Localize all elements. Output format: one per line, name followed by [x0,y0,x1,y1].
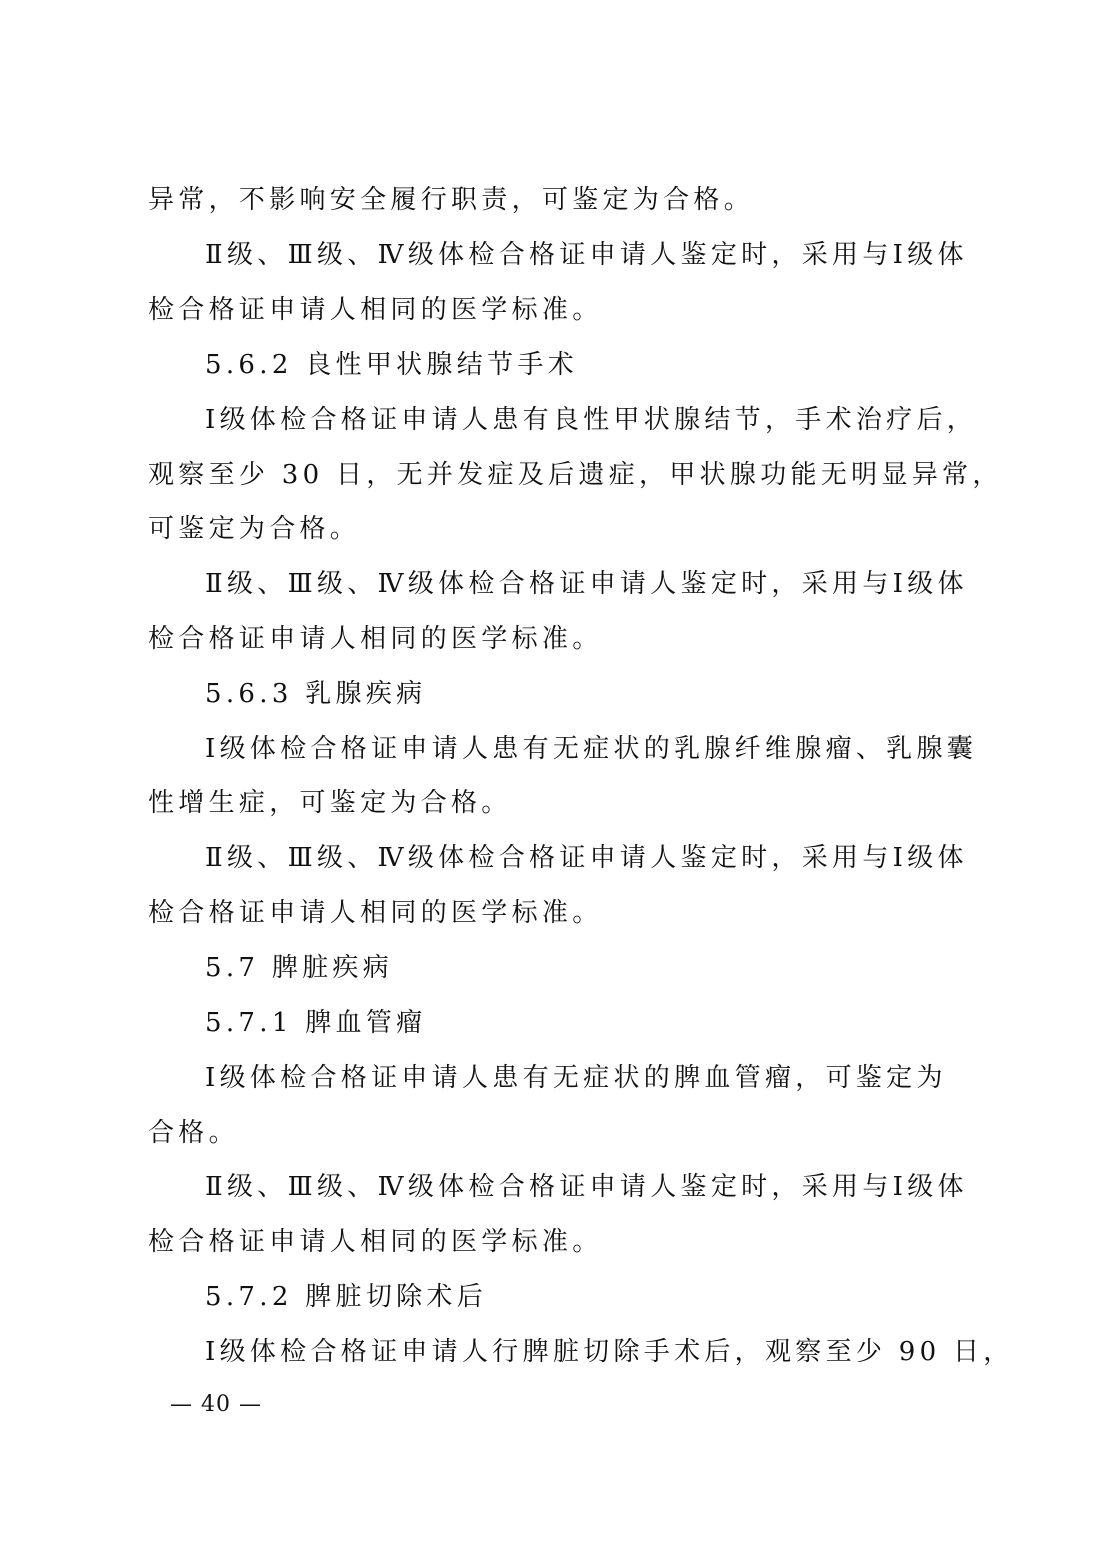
text-line-2: Ⅱ级、Ⅲ级、Ⅳ级体检合格证申请人鉴定时，采用与Ⅰ级体 [205,240,968,270]
text-line-12: 性增生症，可鉴定为合格。 [148,788,512,818]
text-line-13: Ⅱ级、Ⅲ级、Ⅳ级体检合格证申请人鉴定时，采用与Ⅰ级体 [205,843,968,873]
text-line-14: 检合格证申请人相同的医学标准。 [148,898,603,928]
text-line-20: 检合格证申请人相同的医学标准。 [148,1227,603,1257]
text-line-7: 可鉴定为合格。 [148,514,361,544]
text-line-3: 检合格证申请人相同的医学标准。 [148,295,603,325]
page-number: — 40 — [170,1392,262,1417]
text-line-22: Ⅰ级体检合格证申请人行脾脏切除手术后，观察至少 90 日， [205,1337,1014,1367]
text-line-11: Ⅰ级体检合格证申请人患有无症状的乳腺纤维腺瘤、乳腺囊 [205,734,978,764]
text-line-6: 观察至少 30 日，无并发症及后遗症，甲状腺功能无明显异常， [148,460,1003,490]
text-line-8: Ⅱ级、Ⅲ级、Ⅳ级体检合格证申请人鉴定时，采用与Ⅰ级体 [205,569,968,599]
section-heading-5-7-1: 5.7.1 脾血管瘤 [205,1008,427,1038]
section-heading-5-7: 5.7 脾脏疾病 [205,953,394,983]
section-heading-5-6-3: 5.6.3 乳腺疾病 [205,679,427,709]
section-heading-5-6-2: 5.6.2 良性甲状腺结节手术 [205,350,578,380]
text-line-18: 合格。 [148,1118,239,1148]
section-heading-5-7-2: 5.7.2 脾脏切除术后 [205,1282,488,1312]
text-line-5: Ⅰ级体检合格证申请人患有良性甲状腺结节，手术治疗后， [205,405,978,435]
text-line-17: Ⅰ级体检合格证申请人患有无症状的脾血管瘤，可鉴定为 [205,1063,947,1093]
text-line-19: Ⅱ级、Ⅲ级、Ⅳ级体检合格证申请人鉴定时，采用与Ⅰ级体 [205,1172,968,1202]
text-line-1: 异常，不影响安全履行职责，可鉴定为合格。 [148,185,755,215]
text-line-9: 检合格证申请人相同的医学标准。 [148,624,603,654]
